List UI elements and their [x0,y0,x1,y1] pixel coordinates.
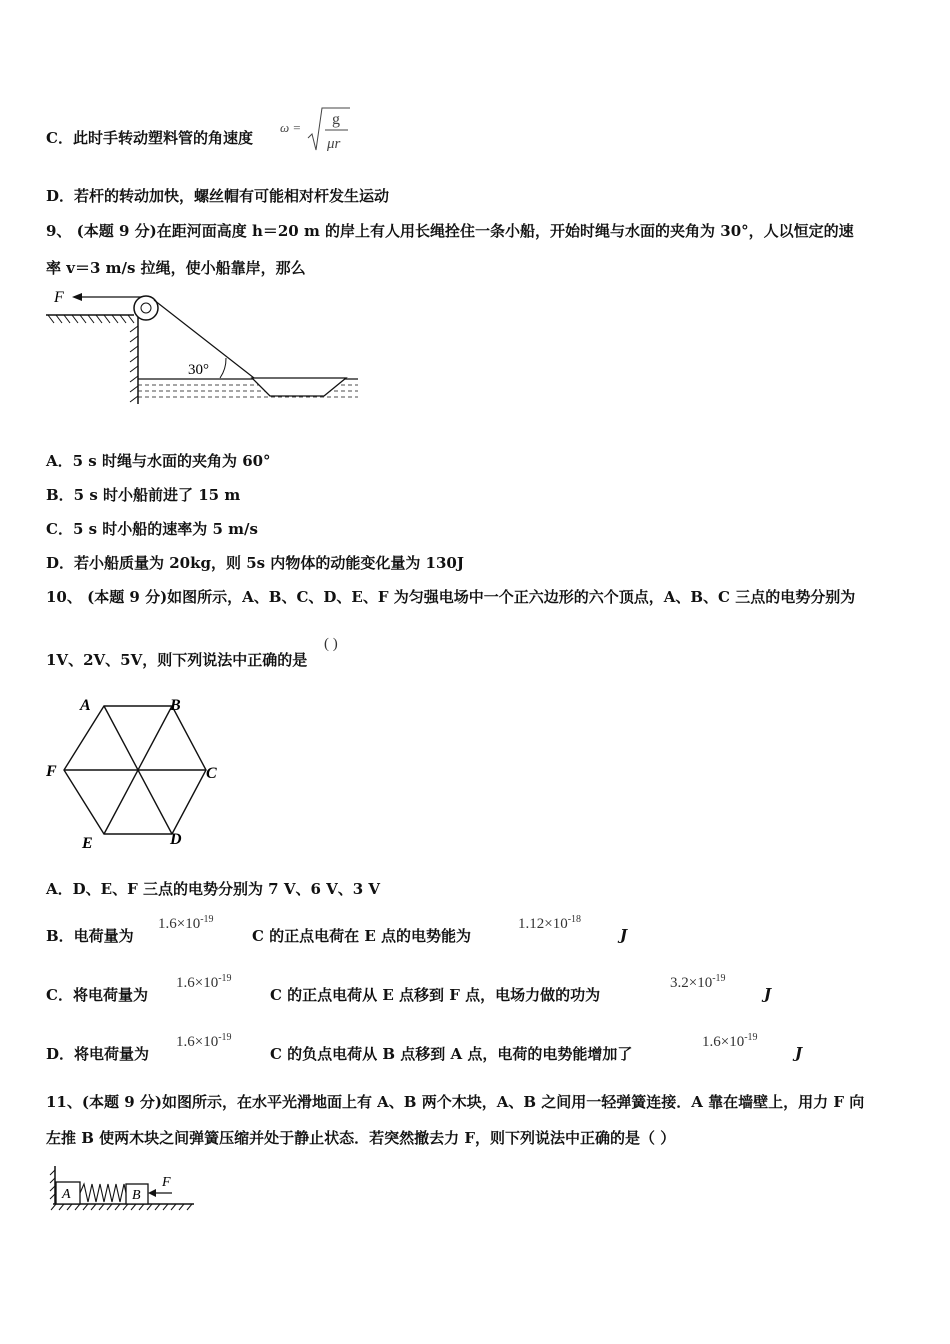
formula-numerator: g [332,111,340,128]
hexagon-figure [42,692,232,854]
q9-stem-line1: 9、 (本题 9 分)在距河面高度 h＝20 m 的岸上有人用长绳拴住一条小船，开始时绳与水面的夹角为 30°，人以恒定的速 [46,222,854,240]
q10-option-c-mid: C 的正点电荷从 E 点移到 F 点，电场力做的功为 [270,986,601,1004]
q10-option-c-work: $3.2\times 10^{-19}$ [670,973,726,991]
angular-velocity-formula [278,100,358,160]
q11-stem-line1: 11、(本题 9 分)如图所示，在水平光滑地面上有 A、B 两个木块，A、B 之间用一轻弹簧连接．A 靠在墙壁上，用力 F 向 [46,1093,865,1111]
angle-arc [220,358,226,378]
formula-denominator: μr [327,136,341,152]
spring-blocks-figure [48,1162,198,1214]
q8-option-d: D．若杆的转动加快，螺丝帽有可能相对杆发生运动 [46,187,390,205]
q8-option-c [46,128,253,148]
block-b-label: B [132,1188,141,1203]
q10-option-a: A．D、E、F 三点的电势分别为 7 V、6 V、3 V [46,880,381,898]
q10-answer-paren: ( ) [324,636,338,652]
q10-stem-line1: 10、 (本题 9 分)如图所示，A、B、C、D、E、F 为匀强电场中一个正六边形的六个顶点，A、B、C 三点的电势分别为 [46,588,856,606]
boat-rope-figure [42,286,362,411]
angle-label: 30° [188,362,209,378]
q9-option-a: A．5 s 时绳与水面的夹角为 60° [46,452,271,470]
force-label: F [162,1175,171,1190]
q10-option-b-charge: $1.6\times 10^{-19}$ [158,914,214,932]
wall-hatching [130,326,138,402]
block-a-label: A [62,1187,71,1202]
q10-option-b-mid: C 的正点电荷在 E 点的电势能为 [252,927,472,945]
vertex-c-label: C [206,765,217,782]
floor-hatching [51,1204,192,1210]
force-arrowhead [72,293,82,301]
q10-stem-line2: 1V、2V、5V，则下列说法中正确的是 [46,651,308,669]
q10-option-c-prefix: C．将电荷量为 [46,986,148,1004]
q9-option-b: B．5 s 时小船前进了 15 m [46,486,241,504]
vertex-e-label: E [82,835,93,852]
q10-option-b-unit: J [620,926,628,944]
vertex-b-label: B [170,697,181,714]
q9-option-d: D．若小船质量为 20kg，则 5s 内物体的动能变化量为 130J [46,554,464,572]
q10-option-d-prefix: D．将电荷量为 [46,1045,150,1063]
vertex-a-label: A [80,697,91,714]
q10-option-b-energy: $1.12\times 10^{-18}$ [518,914,582,932]
q8-option-c-text: C．此时手转动塑料管的角速度 [46,129,253,147]
bank-hatching [48,315,134,323]
q10-option-c-unit: J [764,985,772,1003]
q10-option-d-unit: J [795,1044,803,1062]
q10-option-d-charge: $1.6\times 10^{-19}$ [176,1032,232,1050]
vertex-f-label: F [46,763,57,780]
q9-option-c: C．5 s 时小船的速率为 5 m/s [46,520,258,538]
q10-option-d-mid: C 的负点电荷从 B 点移到 A 点，电荷的电势能增加了 [270,1045,633,1063]
q10-option-d-energy: $1.6\times 10^{-19}$ [702,1032,758,1050]
q10-option-c-charge: $1.6\times 10^{-19}$ [176,973,232,991]
force-label: F [54,289,64,306]
formula-lhs: ω = [280,120,302,135]
vertex-d-label: D [170,831,182,848]
q10-option-b-prefix: B．电荷量为 [46,927,134,945]
spring [80,1184,126,1202]
q11-stem-line2: 左推 B 使两木块之间弹簧压缩并处于静止状态．若突然撤去力 F，则下列说法中正确的是（ ） [46,1129,676,1147]
force-arrowhead [148,1189,156,1197]
boat [252,378,346,396]
q9-stem-line2: 率 v＝3 m/s 拉绳，使小船靠岸，那么 [46,259,306,277]
